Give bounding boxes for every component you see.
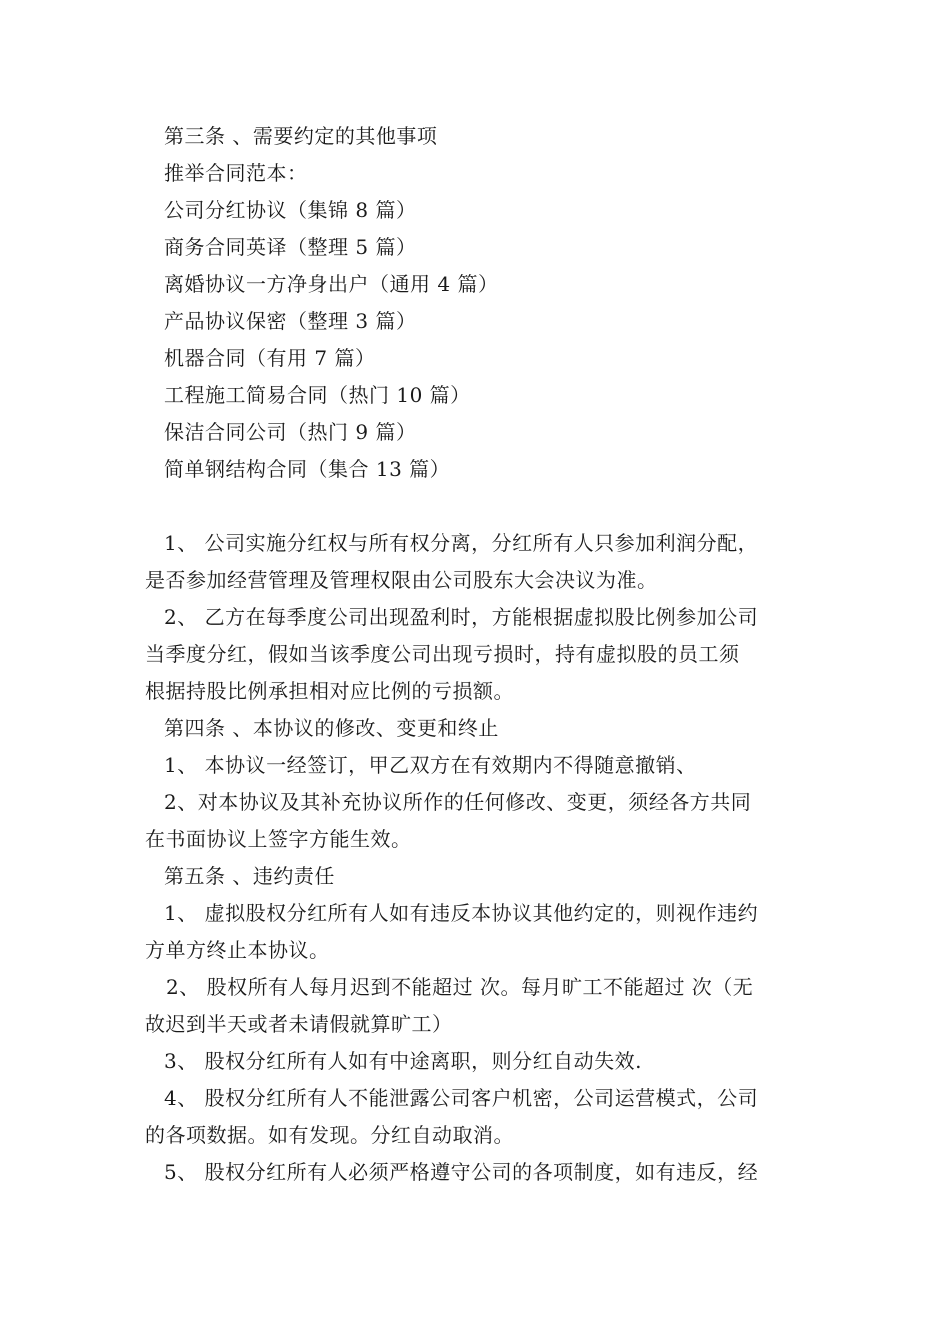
section4-p2-line1: 2、对本协议及其补充协议所作的任何修改、变更，须经各方共同: [164, 790, 752, 814]
section3-heading: 第三条 、需要约定的其他事项: [164, 124, 438, 148]
clause-a2-line1: 2、 乙方在每季度公司出现盈利时，方能根据虚拟股比例参加公司: [164, 605, 759, 629]
clause-a2-line3: 根据持股比例承担相对应比例的亏损额。: [145, 679, 514, 703]
section5-p5-line1: 5、 股权分红所有人必须严格遵守公司的各项制度，如有违反，经: [164, 1160, 759, 1184]
recommend-item: 工程施工简易合同（热门 10 篇）: [164, 383, 471, 407]
section5-p2-line2: 故迟到半天或者未请假就算旷工）: [145, 1012, 453, 1036]
recommend-item: 离婚协议一方净身出户（通用 4 篇）: [164, 272, 499, 296]
section5-p1-line2: 方单方终止本协议。: [145, 938, 330, 962]
section4-heading: 第四条 、本协议的修改、变更和终止: [164, 716, 499, 740]
recommend-title: 推举合同范本：: [164, 161, 308, 185]
clause-a1-line2: 是否参加经营管理及管理权限由公司股东大会决议为准。: [145, 568, 658, 592]
recommend-item: 产品协议保密（整理 3 篇）: [164, 309, 417, 333]
clause-a1-line1: 1、 公司实施分红权与所有权分离，分红所有人只参加利润分配，: [164, 531, 759, 555]
section5-p1-line1: 1、 虚拟股权分红所有人如有违反本协议其他约定的，则视作违约: [164, 901, 759, 925]
section4-p2-line2: 在书面协议上签字方能生效。: [145, 827, 412, 851]
recommend-item: 保洁合同公司（热门 9 篇）: [164, 420, 417, 444]
section4-p1: 1、 本协议一经签订，甲乙双方在有效期内不得随意撤销、: [164, 753, 697, 777]
section5-p3: 3、 股权分红所有人如有中途离职，则分红自动失效.: [164, 1049, 642, 1073]
recommend-item: 机器合同（有用 7 篇）: [164, 346, 376, 370]
clause-a2-line2: 当季度分红，假如当该季度公司出现亏损时，持有虚拟股的员工须: [145, 642, 740, 666]
recommend-item: 商务合同英译（整理 5 篇）: [164, 235, 417, 259]
section5-p4-line1: 4、 股权分红所有人不能泄露公司客户机密，公司运营模式，公司: [164, 1086, 759, 1110]
recommend-item: 简单钢结构合同（集合 13 篇）: [164, 457, 451, 481]
section5-heading: 第五条 、违约责任: [164, 864, 335, 888]
section5-p2-line1: 2、 股权所有人每月迟到不能超过 次。每月旷工不能超过 次（无: [166, 975, 754, 999]
recommend-item: 公司分红协议（集锦 8 篇）: [164, 198, 417, 222]
section5-p4-line2: 的各项数据。如有发现。分红自动取消。: [145, 1123, 514, 1147]
